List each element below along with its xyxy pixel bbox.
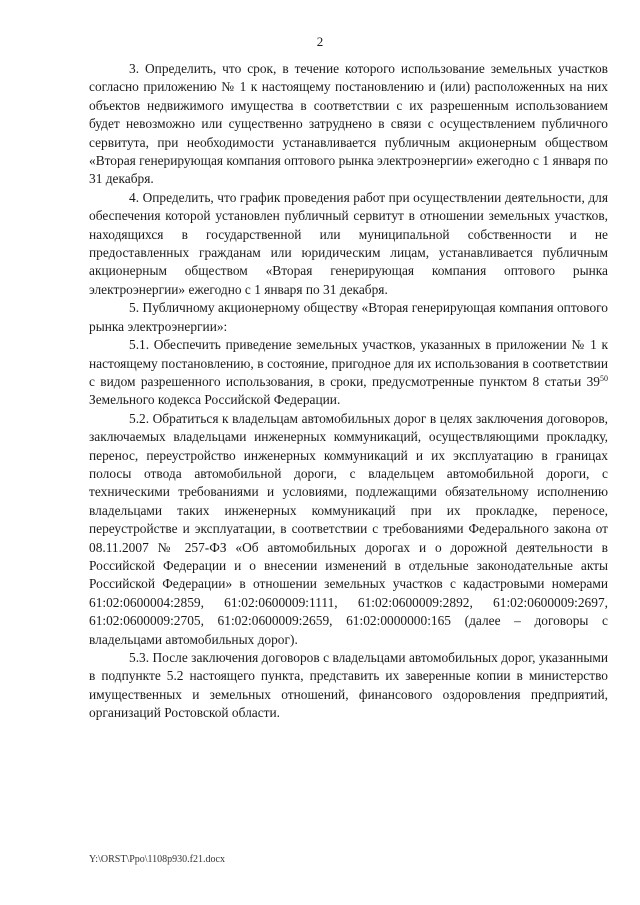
article-superscript: 50 — [600, 373, 608, 383]
paragraph-5-1-text-end: Земельного кодекса Российской Федерации. — [89, 392, 341, 408]
paragraph-4: 4. Определить, что график проведения работ при осуществлении деятельности, для обеспечения которой установлен публичный сервитут в отношении земельных участков, находящихся в государственной или муниципальной собственности и не предоставленных гражданам или юридическим лицам, устанавливается публичным акционерным обществом «Вторая генерирующая компания оптового рынка электроэнергии» ежегодно с 1 января по 31 декабря. — [89, 189, 608, 297]
document-body — [89, 60, 608, 723]
paragraph-3: 3. Определить, что срок, в течение которого использование земельных участков согласно приложению № 1 к настоящему постановлению и (или) расположенных на них объектов недвижимого имущества в соответствии с их разрешенным использованием будет невозможно или существенно затруднено в связи с осуществлением публичного сервитута, при необходимости устанавливается публичным акционерным обществом «Вторая генерирующая компания оптового рынка электроэнергии» ежегодно с 1 января по 31 декабря. — [89, 61, 608, 187]
paragraph-5-1-text: 5.1. Обеспечить приведение земельных участков, указанных в приложении № 1 к настоящему постановлению, в состояние, пригодное для их использования в соответствии с видом разрешенного использования, в сроки, предусмотренные пунктом 8 статьи 39 — [89, 337, 608, 389]
page-number: 2 — [316, 34, 324, 49]
paragraph-5-3: 5.3. После заключения договоров с владельцами автомобильных дорог, указанными в подпункте 5.2 настоящего пункта, представить их заверенные копии в министерство имущественных и земельных отношений, финансового оздоровления предприятий, организаций Ростовской области. — [89, 650, 608, 721]
paragraph-5-2: 5.2. Обратиться к владельцам автомобильных дорог в целях заключения договоров, заключаемых владельцами инженерных коммуникаций, осуществляющими прокладку, перенос, переустройство инженерных коммуникаций и их эксплуатацию в границах полосы отвода автомобильной дороги, с владельцем автомобильной дороги, с техническими требованиями и условиями, подлежащими обязательному исполнению владельцами таких инженерных коммуникаций при их прокладке, переносе, переустройстве и эксплуатации, в соответствии с требованиями Федерального закона от 08.11.2007 № 257-ФЗ «Об автомобильных дорогах и о дорожной деятельности в Российской Федерации и о внесении изменений в отдельные законодательные акты Российской Федерации» в отношении земельных участков с кадастровыми номерами 61:02:0600004:2859, 61:02:0600009:1111, 61:02:0600009:2892, 61:02:0600009:2697, 61:02:0600009:2705, 61:02:0600009:2659, 61:02:0000000:165 (далее – договоры с владельцами автомобильных дорог). — [89, 410, 608, 647]
paragraph-5-1 — [89, 336, 608, 410]
paragraph-5: 5. Публичному акционерному обществу «Вторая генерирующая компания оптового рынка электроэнергии»: — [89, 300, 608, 334]
file-path-footer: Y:\ORST\Ppo\1108p930.f21.docx — [89, 854, 225, 865]
